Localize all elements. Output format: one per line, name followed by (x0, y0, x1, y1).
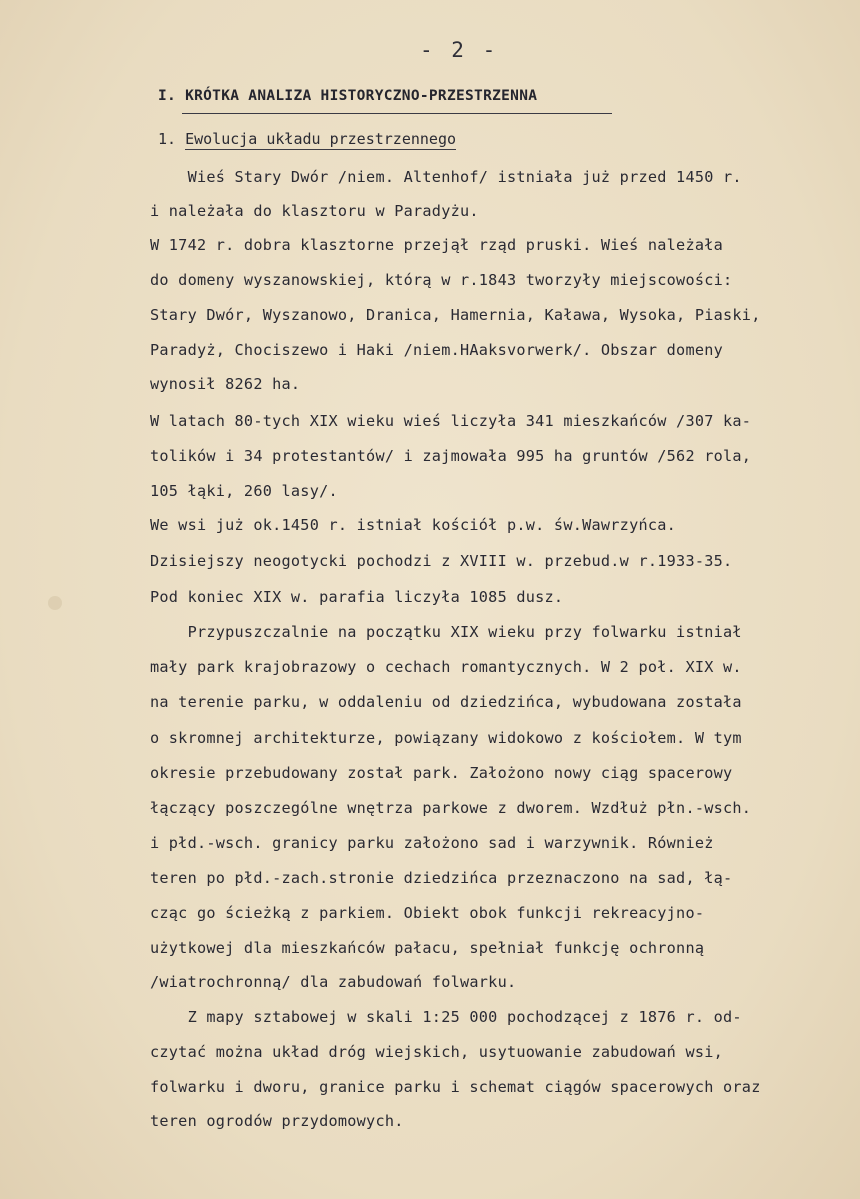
text-line: użytkowej dla mieszkańców pałacu, spełniał funkcję ochronną (150, 939, 705, 957)
text-line: Wieś Stary Dwór /niem. Altenhof/ istniała już przed 1450 r. (150, 168, 742, 186)
text-line: o skromnej architekturze, powiązany widokowo z kościołem. W tym (150, 729, 742, 747)
text-line: Paradyż, Chociszewo i Haki /niem.HAaksvorwerk/. Obszar domeny (150, 341, 724, 359)
text-line: i należała do klasztoru w Paradyżu. (150, 202, 479, 220)
text-line: Dzisiejszy neogotycki pochodzi z XVIII w. przebud.w r.1933-35. (150, 552, 733, 570)
text-line: na terenie parku, w oddaleniu od dziedzińca, wybudowana została (150, 693, 742, 711)
text-line: czytać można układ dróg wiejskich, usytuowanie zabudowań wsi, (150, 1043, 724, 1061)
text-line: Z mapy sztabowej w skali 1:25 000 pochodzącej z 1876 r. od- (150, 1008, 742, 1026)
text-line: do domeny wyszanowskiej, którą w r.1843 tworzyły miejscowości: (150, 271, 733, 289)
page-number: - 2 - (420, 38, 499, 62)
text-line: wynosił 8262 ha. (150, 375, 301, 393)
text-line: okresie przebudowany został park. Założono nowy ciąg spacerowy (150, 764, 733, 782)
text-line: mały park krajobrazowy o cechach romantycznych. W 2 poł. XIX w. (150, 658, 742, 676)
text-line: /wiatrochronną/ dla zabudowań folwarku. (150, 973, 517, 991)
text-line: Przypuszczalnie na początku XIX wieku przy folwarku istniał (150, 623, 742, 641)
subsection-number: 1. (158, 130, 177, 148)
text-line: 105 łąki, 260 lasy/. (150, 482, 338, 500)
subsection-heading (158, 130, 456, 148)
text-line: teren po płd.-zach.stronie dziedzińca przeznaczono na sad, łą- (150, 869, 733, 887)
text-line: W 1742 r. dobra klasztorne przejął rząd pruski. Wieś należała (150, 236, 724, 254)
text-line: i płd.-wsch. granicy parku założono sad i warzywnik. Również (150, 834, 714, 852)
section-heading: I. KRÓTKA ANALIZA HISTORYCZNO-PRZESTRZENNA (158, 88, 538, 104)
subsection-title: Ewolucja układu przestrzennego (185, 130, 457, 148)
text-line: Pod koniec XIX w. parafia liczyła 1085 dusz. (150, 588, 564, 606)
text-line: Stary Dwór, Wyszanowo, Dranica, Hamernia, Kaława, Wysoka, Piaski, (150, 306, 761, 324)
text-line: folwarku i dworu, granice parku i schemat ciągów spacerowych oraz (150, 1078, 761, 1096)
binder-hole (48, 596, 62, 610)
text-line: W latach 80-tych XIX wieku wieś liczyła 341 mieszkańców /307 ka- (150, 412, 752, 430)
text-line: tolików i 34 protestantów/ i zajmowała 995 ha gruntów /562 rola, (150, 447, 752, 465)
text-line: cząc go ścieżką z parkiem. Obiekt obok funkcji rekreacyjno- (150, 904, 705, 922)
text-line: We wsi już ok.1450 r. istniał kościół p.w. św.Wawrzyńca. (150, 516, 677, 534)
heading-underline (182, 113, 612, 114)
text-line: teren ogrodów przydomowych. (150, 1112, 404, 1130)
text-line: łączący poszczególne wnętrza parkowe z dworem. Wzdłuż płn.-wsch. (150, 799, 752, 817)
